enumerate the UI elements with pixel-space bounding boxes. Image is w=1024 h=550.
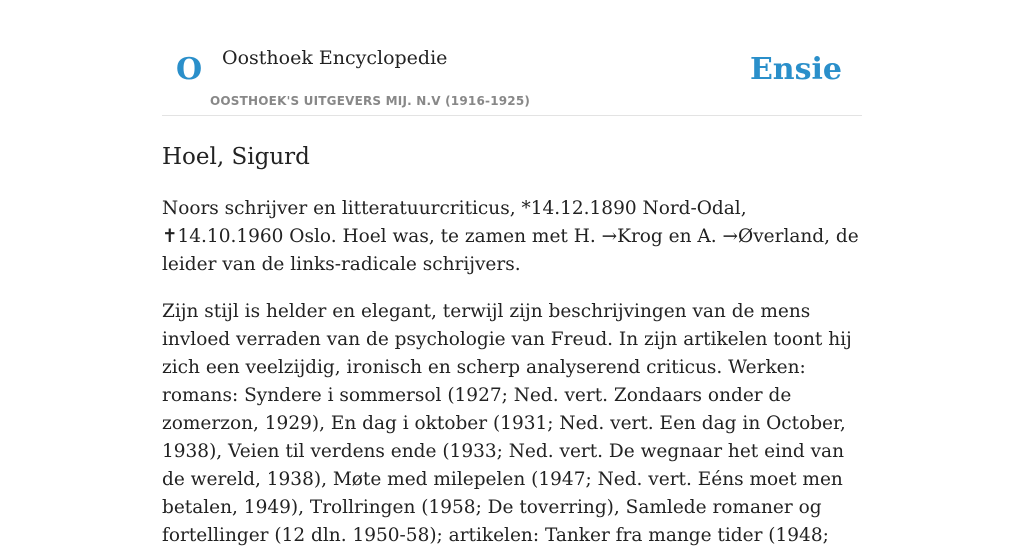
entry-paragraph-1	[162, 195, 862, 279]
page	[162, 0, 862, 550]
entry-title: Hoel, Sigurd	[162, 144, 310, 170]
paragraph-text: , de leider van de links-radicale schrijvers.	[162, 226, 859, 275]
site-header	[162, 0, 862, 116]
crossref-link-overland[interactable]: →Øverland	[722, 226, 825, 247]
crossref-link-krog[interactable]: →Krog	[601, 226, 663, 247]
site-title[interactable]: Oosthoek Encyclopedie	[222, 47, 448, 69]
site-logo[interactable]: O	[176, 52, 203, 87]
entry-content	[162, 142, 862, 550]
site-subtitle: OOSTHOEK'S UITGEVERS MIJ. N.V (1916-1925)	[210, 94, 531, 108]
entry-paragraph-2: Zijn stijl is helder en elegant, terwijl zijn beschrijvingen van de mens invloed verraden van de psychologie van Freud. In zijn artikelen toont hij zich een veelzijdig, ironisch en scherp analyserend criticus. Werken: romans: Syndere i sommersol (1927; Ned. vert. Zondaars onder de zomerzon, 1929), En dag i oktober (1931; Ned. vert. Een dag in October, 1938), Veien til verdens ende (1933; Ned. vert. De wegnaar het eind van de wereld, 1938), Møte med milepelen (1947; Ned. vert. Eéns moet men betalen, 1949), Trollringen (1958; De toverring), Samlede romaner og fortellinger (12 dln. 1950-58); artikelen: Tanker fra mange tider (1948;	[162, 301, 852, 546]
entry-body	[162, 195, 862, 550]
paragraph-text: en A.	[662, 226, 723, 247]
brand-link[interactable]: Ensie	[749, 52, 842, 87]
paragraph-text: Noors schrijver en litteratuurcriticus, *14.12.1890 Nord-Odal, ✝14.10.1960 Oslo. Hoel was, te zamen met H.	[162, 198, 747, 247]
